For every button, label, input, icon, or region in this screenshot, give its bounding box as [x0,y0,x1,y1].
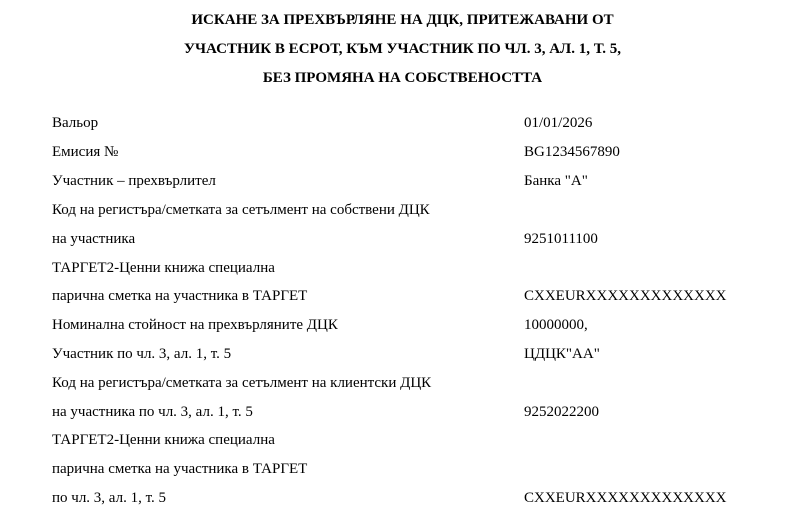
label-transferor: Участник – прехвърлител [52,173,216,189]
title-line-2: УЧАСТНИК В ЕСРОТ, КЪМ УЧАСТНИК ПО ЧЛ. 3, АЛ. 1, Т. 5, [184,41,621,57]
value-target2-account-art3: CXXEURXXXXXXXXXXXXX [524,490,727,506]
label-participant-art3: Участник по чл. 3, ал. 1, т. 5 [52,346,232,362]
label-target2-account-art3-cont2: по чл. 3, ал. 1, т. 5 [52,490,167,506]
value-valor: 01/01/2026 [524,115,593,131]
label-nominal-value: Номинална стойност на прехвърляните ДЦК [52,317,338,333]
label-target2-account-art3: ТАРГЕТ2-Ценни книжа специална [52,432,275,448]
value-target2-account: CXXEURXXXXXXXXXXXXX [524,288,727,304]
label-target2-account: ТАРГЕТ2-Ценни книжа специална [52,260,275,276]
label-own-account-code: Код на регистъра/сметката за сетълмент на собствени ДЦК [52,202,430,218]
value-nominal-value: 10000000, [524,317,588,333]
value-participant-art3: ЦДЦК"АА" [524,346,600,362]
label-target2-account-art3-cont: парична сметка на участника в ТАРГЕТ [52,461,308,477]
value-own-account-code: 9251011100 [524,231,598,247]
label-issue: Емисия № [52,144,119,160]
title-line-3: БЕЗ ПРОМЯНА НА СОБСТВЕНОСТТА [262,70,543,86]
label-target2-account-cont: парична сметка на участника в ТАРГЕТ [52,288,308,304]
label-own-account-code-cont: на участника [52,231,136,247]
value-transferor: Банка "А" [524,173,588,189]
label-client-account-code-cont: на участника по чл. 3, ал. 1, т. 5 [52,404,253,420]
value-issue: BG1234567890 [524,144,620,160]
label-valor: Вальор [52,115,99,131]
label-client-account-code: Код на регистъра/сметката за сетълмент на клиентски ДЦК [52,375,432,391]
title-line-1: ИСКАНЕ ЗА ПРЕХВЪРЛЯНЕ НА ДЦК, ПРИТЕЖАВАНИ ОТ [191,12,614,28]
value-client-account-code: 9252022200 [524,404,599,420]
